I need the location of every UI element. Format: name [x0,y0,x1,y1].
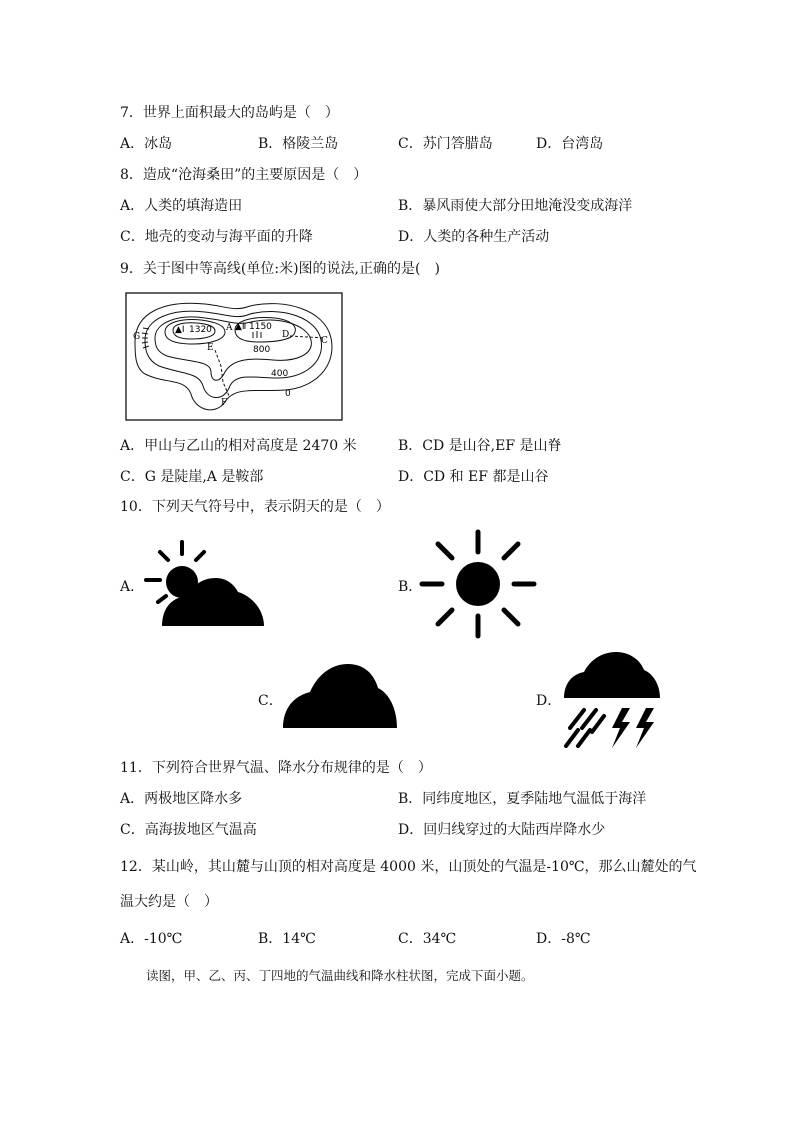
q10-stem: 10．下列天气符号中，表示阴天的是（ ） [120,499,390,515]
contour-label-400: 400 [271,369,289,379]
peak-jia-mark: ▲Ⅰ [175,325,185,335]
label-c: C [321,336,328,346]
contour-label-800: 800 [253,345,271,355]
q11-stem: 11．下列符合世界气温、降水分布规律的是（ ） [120,760,432,776]
label-f: F [221,398,228,408]
q12-stem-line1: 12．某山岭，其山麓与山顶的相对高度是 4000 米，山顶处的气温是-10℃，那么山麓处的气 [120,859,697,875]
q8-option-c[interactable]: C．地壳的变动与海平面的升降 [120,229,313,245]
contour-map [125,292,345,422]
q8-option-b[interactable]: B．暴风雨使大部分田地淹没变成海洋 [398,198,633,214]
q11-option-b[interactable]: B．同纬度地区，夏季陆地气温低于海洋 [398,791,647,807]
q9-option-c[interactable]: C．G 是陡崖,A 是鞍部 [120,469,264,485]
sun-behind-cloud-icon[interactable] [142,540,267,628]
q7-option-d[interactable]: D．台湾岛 [536,136,604,152]
q12-option-d[interactable]: D．-8℃ [536,931,591,947]
q7-stem: 7．世界上面积最大的岛屿是（ ） [120,105,339,121]
q9-option-a[interactable]: A．甲山与乙山的相对高度是 2470 米 [120,438,357,454]
q12-option-c[interactable]: C．34℃ [398,931,457,947]
peak-yi-mark: ▲Ⅱ [235,322,247,332]
q8-option-a[interactable]: A．人类的填海造田 [120,198,243,214]
q11-option-d[interactable]: D．回归线穿过的大陆西岸降水少 [398,822,606,838]
contour-label-0: 0 [285,389,291,399]
q7-option-a[interactable]: A．冰岛 [120,136,173,152]
sun-icon[interactable] [420,528,540,640]
peak-jia-elevation: 1320 [189,325,212,335]
thunderstorm-rain-icon[interactable] [562,650,662,750]
q12-option-a[interactable]: A．-10℃ [120,931,183,947]
q10-label-c[interactable]: C． [258,693,283,709]
label-d: D [282,330,290,340]
reading-instruction: 读图，甲、乙、丙、丁四地的气温曲线和降水柱状图，完成下面小题。 [146,968,534,983]
q12-option-b[interactable]: B．14℃ [258,931,316,947]
q9-stem: 9．关于图中等高线(单位:米)图的说法,正确的是( ) [120,261,440,277]
q9-option-d[interactable]: D．CD 和 EF 都是山谷 [398,469,549,485]
q10-label-d[interactable]: D． [536,693,562,709]
q8-stem: 8．造成“沧海桑田”的主要原因是（ ） [120,167,368,183]
label-a: A [226,323,233,333]
label-g: G [133,332,141,342]
q10-label-b[interactable]: B． [398,579,423,595]
q11-option-a[interactable]: A．两极地区降水多 [120,791,243,807]
q11-option-c[interactable]: C．高海拔地区气温高 [120,822,257,838]
q12-stem-line2: 温大约是（ ） [120,894,218,910]
q7-option-b[interactable]: B．格陵兰岛 [258,136,339,152]
q9-option-b[interactable]: B．CD 是山谷,EF 是山脊 [398,438,562,454]
peak-yi-elevation: 1150 [249,322,272,332]
cloud-icon[interactable] [282,662,398,730]
q8-option-d[interactable]: D．人类的各种生产活动 [398,229,550,245]
label-e: E [207,343,214,353]
q7-option-c[interactable]: C．苏门答腊岛 [398,136,493,152]
q10-label-a[interactable]: A． [120,579,145,595]
